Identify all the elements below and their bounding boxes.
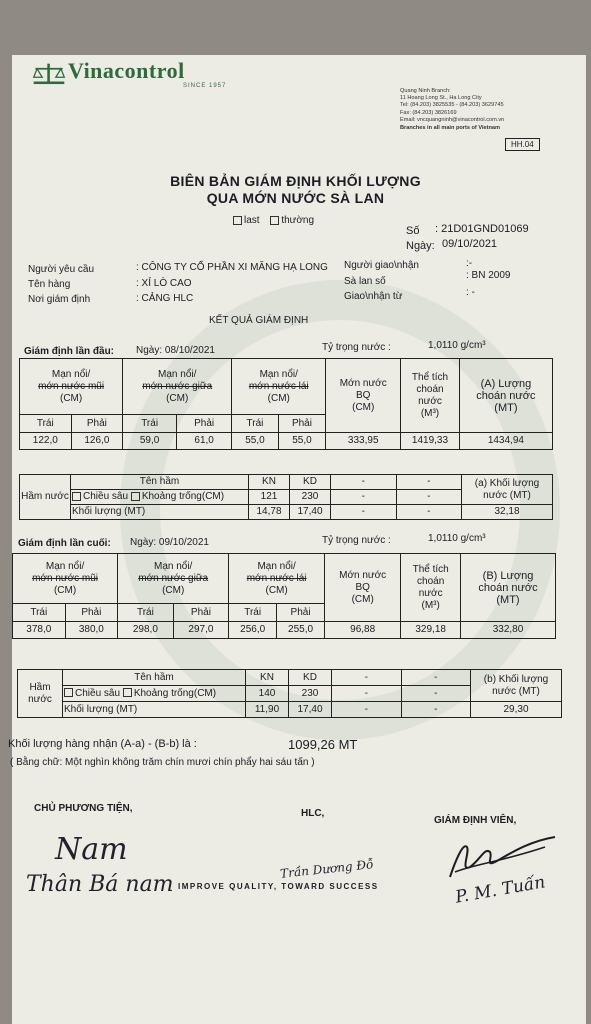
- place-label: Nơi giám định: [28, 294, 91, 305]
- value-cell: 297,0: [173, 622, 229, 639]
- stern-head-sub: mớn nước lái: [246, 572, 307, 584]
- volume-unit: (M³): [421, 599, 440, 611]
- option-thuong: thường: [281, 215, 315, 226]
- surveyor-title: GIÁM ĐỊNH VIÊN,: [434, 815, 517, 826]
- value-cell: 332,80: [461, 622, 556, 639]
- volume-sub: choán: [417, 575, 445, 587]
- branch-line: Branches in all main ports of Vietnam: [400, 125, 500, 131]
- so-value: : 21D01GND01069: [435, 223, 529, 235]
- ullage-option: Khoảng trống(CM): [141, 491, 225, 502]
- first-draft-table: [19, 358, 553, 450]
- unit-cm: (CM): [267, 392, 290, 404]
- dash-cell: -: [331, 490, 397, 505]
- dash-cell: -: [331, 475, 397, 490]
- barge-value: : BN 2009: [466, 270, 511, 281]
- volume-unit: (M³): [420, 407, 440, 419]
- volume-sub: choán: [416, 383, 444, 395]
- col-left: Trái: [118, 604, 174, 622]
- value-cell: 61,0: [177, 433, 232, 450]
- dash-cell: -: [401, 702, 471, 718]
- depth-option: Chiều sâu: [83, 491, 129, 502]
- dash-cell: -: [396, 505, 462, 520]
- ullage-option: Khoảng trống(CM): [133, 687, 217, 699]
- value-cell: 59,0: [123, 433, 177, 450]
- hlc-signature: Trần Dương Đỗ: [279, 857, 374, 881]
- dash-cell: -: [401, 670, 471, 686]
- mass-label: Khối lượng (MT): [71, 505, 249, 520]
- mid-head: Mạn nổi/: [158, 368, 197, 380]
- stern-head: Mạn nổi/: [257, 560, 296, 572]
- dash-cell: -: [396, 475, 462, 490]
- volume-sub2: nước: [418, 395, 442, 407]
- mass-kd: 17,40: [289, 702, 332, 718]
- received-mass-label: Khối lượng hàng nhận (A-a) - (B-b) là :: [8, 738, 197, 750]
- depth-kn: 140: [246, 686, 289, 702]
- first-survey-label: Giám định lần đầu:: [24, 346, 115, 357]
- document-title: BIÊN BẢN GIÁM ĐỊNH KHỐI LƯỢNG: [170, 173, 421, 189]
- col-left: Trái: [123, 415, 177, 433]
- water-a-head: (a) Khối lượng: [474, 477, 540, 489]
- displacement-b-head: (B) Lượng: [482, 569, 534, 582]
- col-right: Phải: [71, 415, 123, 433]
- unit-cm: (CM): [352, 401, 375, 413]
- option-row: [233, 215, 314, 226]
- document-subtitle: QUA MỚN NƯỚC SÀ LAN: [206, 190, 385, 206]
- branch-line: Quang Ninh Branch:: [400, 88, 451, 94]
- tank-name-head: Tên hầm: [63, 670, 246, 686]
- logo-wordmark: Vinacontrol: [68, 58, 185, 83]
- mass-kn: 14,78: [249, 505, 290, 520]
- depth-option: Chiều sâu: [75, 687, 121, 699]
- displacement-a-sub: choán nước: [476, 389, 536, 402]
- depth-kd: 230: [289, 686, 332, 702]
- avg-draft-sub: BQ: [355, 581, 370, 593]
- water-b-unit: nước (MT): [492, 685, 540, 697]
- col-left: Trái: [20, 415, 72, 433]
- col-right: Phải: [277, 604, 325, 622]
- kn-head: KN: [249, 475, 290, 490]
- requester-label: Người yêu cầu: [28, 264, 95, 275]
- dash-cell: -: [332, 686, 402, 702]
- kd-head: KD: [290, 475, 331, 490]
- value-cell: 255,0: [277, 622, 325, 639]
- branch-line: Email: vncquangninh@vinacontrol.com.vn: [400, 117, 505, 123]
- bow-head: Mạn nổi/: [45, 560, 85, 572]
- value-cell: 96,88: [325, 622, 401, 639]
- mass-label: Khối lượng (MT): [63, 702, 246, 718]
- avg-draft-head: Mớn nước: [339, 377, 387, 389]
- deliverer-value: :-: [466, 258, 473, 269]
- mid-head-sub: mớn nước giữa: [142, 380, 213, 392]
- mid-head-sub: mớn nước giữa: [138, 572, 209, 584]
- avg-draft-sub: BQ: [355, 389, 371, 401]
- col-right: Phải: [173, 604, 229, 622]
- final-density-value: 1,0110 g/cm³: [428, 533, 486, 544]
- mass-kn: 11,90: [246, 702, 289, 718]
- col-left: Trái: [13, 604, 66, 622]
- value-cell: 256,0: [229, 622, 277, 639]
- first-density-value: 1,0110 g/cm³: [428, 340, 486, 351]
- mass-kd: 17,40: [290, 505, 331, 520]
- displacement-a-head: (A) Lượng: [480, 377, 532, 390]
- first-survey-date: Ngày: 08/10/2021: [136, 345, 215, 356]
- so-label: Số: [406, 225, 420, 237]
- deliverer-label: Người giao\nhận: [344, 260, 419, 271]
- vessel-owner-title: CHỦ PHƯƠNG TIỆN,: [34, 803, 133, 814]
- thuong-checkbox-checked: [270, 216, 279, 225]
- last-checkbox: [233, 216, 242, 225]
- requester-value: : CÔNG TY CỔ PHẦN XI MĂNG HẠ LONG: [136, 262, 328, 273]
- tank-label: Hầm nước: [28, 681, 52, 705]
- bow-head: Mạn nổi/: [51, 368, 91, 380]
- dash-cell: -: [332, 702, 402, 718]
- col-right: Phải: [177, 415, 232, 433]
- barge-label: Sà lan số: [344, 276, 386, 287]
- unit-cm: (CM): [351, 593, 374, 605]
- water-a-unit: nước (MT): [483, 489, 531, 501]
- displacement-b-sub: choán nước: [478, 581, 538, 594]
- surveyor-name: P. M. Tuấn: [453, 872, 547, 908]
- branch-line: Fax: (84.203) 3826169: [400, 110, 457, 116]
- ullage-checkbox-checked: [131, 492, 140, 501]
- received-mass-value: 1099,26 MT: [288, 737, 358, 752]
- ngay-value: 09/10/2021: [442, 238, 498, 250]
- value-cell: 329,18: [401, 622, 461, 639]
- stern-head: Mạn nổi/: [259, 368, 298, 380]
- water-a-value: 32,18: [462, 505, 553, 520]
- bow-head-sub: mớn nước mũi: [32, 572, 99, 584]
- kn-head: KN: [246, 670, 289, 686]
- stern-head-sub: mớn nước lái: [248, 380, 309, 392]
- col-left: Trái: [232, 415, 278, 433]
- goods-value: : XỈ LÒ CAO: [136, 278, 192, 289]
- kd-head: KD: [289, 670, 332, 686]
- col-right: Phải: [278, 415, 326, 433]
- value-cell: 380,0: [65, 622, 118, 639]
- vinacontrol-logo: [32, 58, 66, 88]
- dash-cell: -: [331, 505, 397, 520]
- final-draft-table: [12, 553, 556, 639]
- unit-cm: (CM): [166, 392, 189, 404]
- tank-label: Hầm nước: [21, 491, 69, 502]
- final-density-label: Tỷ trọng nước :: [322, 535, 391, 546]
- depth-kn: 121: [249, 490, 290, 505]
- volume-head: Thể tích: [411, 371, 449, 383]
- col-right: Phải: [65, 604, 118, 622]
- unit-cm: (CM): [162, 584, 185, 596]
- hlc-title: HLC,: [301, 808, 325, 819]
- water-b-value: 29,30: [471, 702, 562, 718]
- first-density-label: Tỷ trọng nước :: [322, 342, 391, 353]
- water-b-head: (b) Khối lượng: [483, 673, 549, 685]
- unit-cm: (CM): [265, 584, 288, 596]
- value-cell: 1434,94: [459, 433, 552, 450]
- place-value: : CẢNG HLC: [136, 293, 194, 304]
- value-cell: 333,95: [326, 433, 401, 450]
- volume-sub2: nước: [418, 587, 443, 599]
- value-cell: 55,0: [278, 433, 326, 450]
- displacement-a-unit: (MT): [494, 401, 518, 414]
- value-cell: 122,0: [20, 433, 72, 450]
- depth-checkbox: [72, 492, 81, 501]
- form-code: HH.04: [505, 138, 540, 151]
- ballast-table-first: [19, 474, 553, 520]
- final-survey-label: Giám định lần cuối:: [18, 538, 111, 549]
- branch-line: 11 Hoang Long St., Ha Long City: [400, 95, 482, 101]
- vessel-owner-name: Thân Bá nam: [26, 872, 174, 897]
- amount-in-words: ( Bằng chữ: Một nghìn không trăm chín mươi chín phẩy hai sáu tấn ): [10, 757, 315, 768]
- ngay-label: Ngày:: [406, 240, 435, 252]
- final-survey-date: Ngày: 09/10/2021: [130, 537, 209, 548]
- avg-draft-head: Mớn nước: [339, 569, 387, 581]
- ballast-table-final: [17, 669, 562, 718]
- from-value: : -: [466, 287, 475, 298]
- col-left: Trái: [229, 604, 277, 622]
- value-cell: 55,0: [232, 433, 278, 450]
- goods-label: Tên hàng: [28, 279, 71, 290]
- value-cell: 378,0: [13, 622, 66, 639]
- value-cell: 126,0: [71, 433, 123, 450]
- slogan: IMPROVE QUALITY, TOWARD SUCCESS: [178, 882, 379, 891]
- unit-cm: (CM): [53, 584, 77, 596]
- branch-line: Tel: (84.203) 3825535 - (84.203) 3629745: [400, 102, 504, 108]
- value-cell: 298,0: [118, 622, 174, 639]
- unit-cm: (CM): [59, 392, 83, 404]
- bow-head-sub: mớn nước mũi: [38, 380, 105, 392]
- tank-name-head: Tên hầm: [71, 475, 249, 490]
- vessel-owner-signature: Nam: [55, 832, 128, 867]
- value-cell: 1419,33: [401, 433, 460, 450]
- dash-cell: -: [396, 490, 462, 505]
- displacement-b-unit: (MT): [496, 593, 520, 606]
- volume-head: Thể tích: [412, 563, 449, 575]
- option-last: last: [244, 215, 260, 226]
- mid-head: Mạn nổi/: [153, 560, 193, 572]
- depth-checkbox: [64, 688, 73, 697]
- dash-cell: -: [401, 686, 471, 702]
- depth-kd: 230: [290, 490, 331, 505]
- from-label: Giao\nhận từ: [344, 291, 403, 302]
- logo-since: SINCE 1957: [183, 83, 227, 89]
- dash-cell: -: [332, 670, 402, 686]
- ullage-checkbox-checked: [123, 688, 132, 697]
- results-heading: KẾT QUẢ GIÁM ĐỊNH: [209, 315, 309, 326]
